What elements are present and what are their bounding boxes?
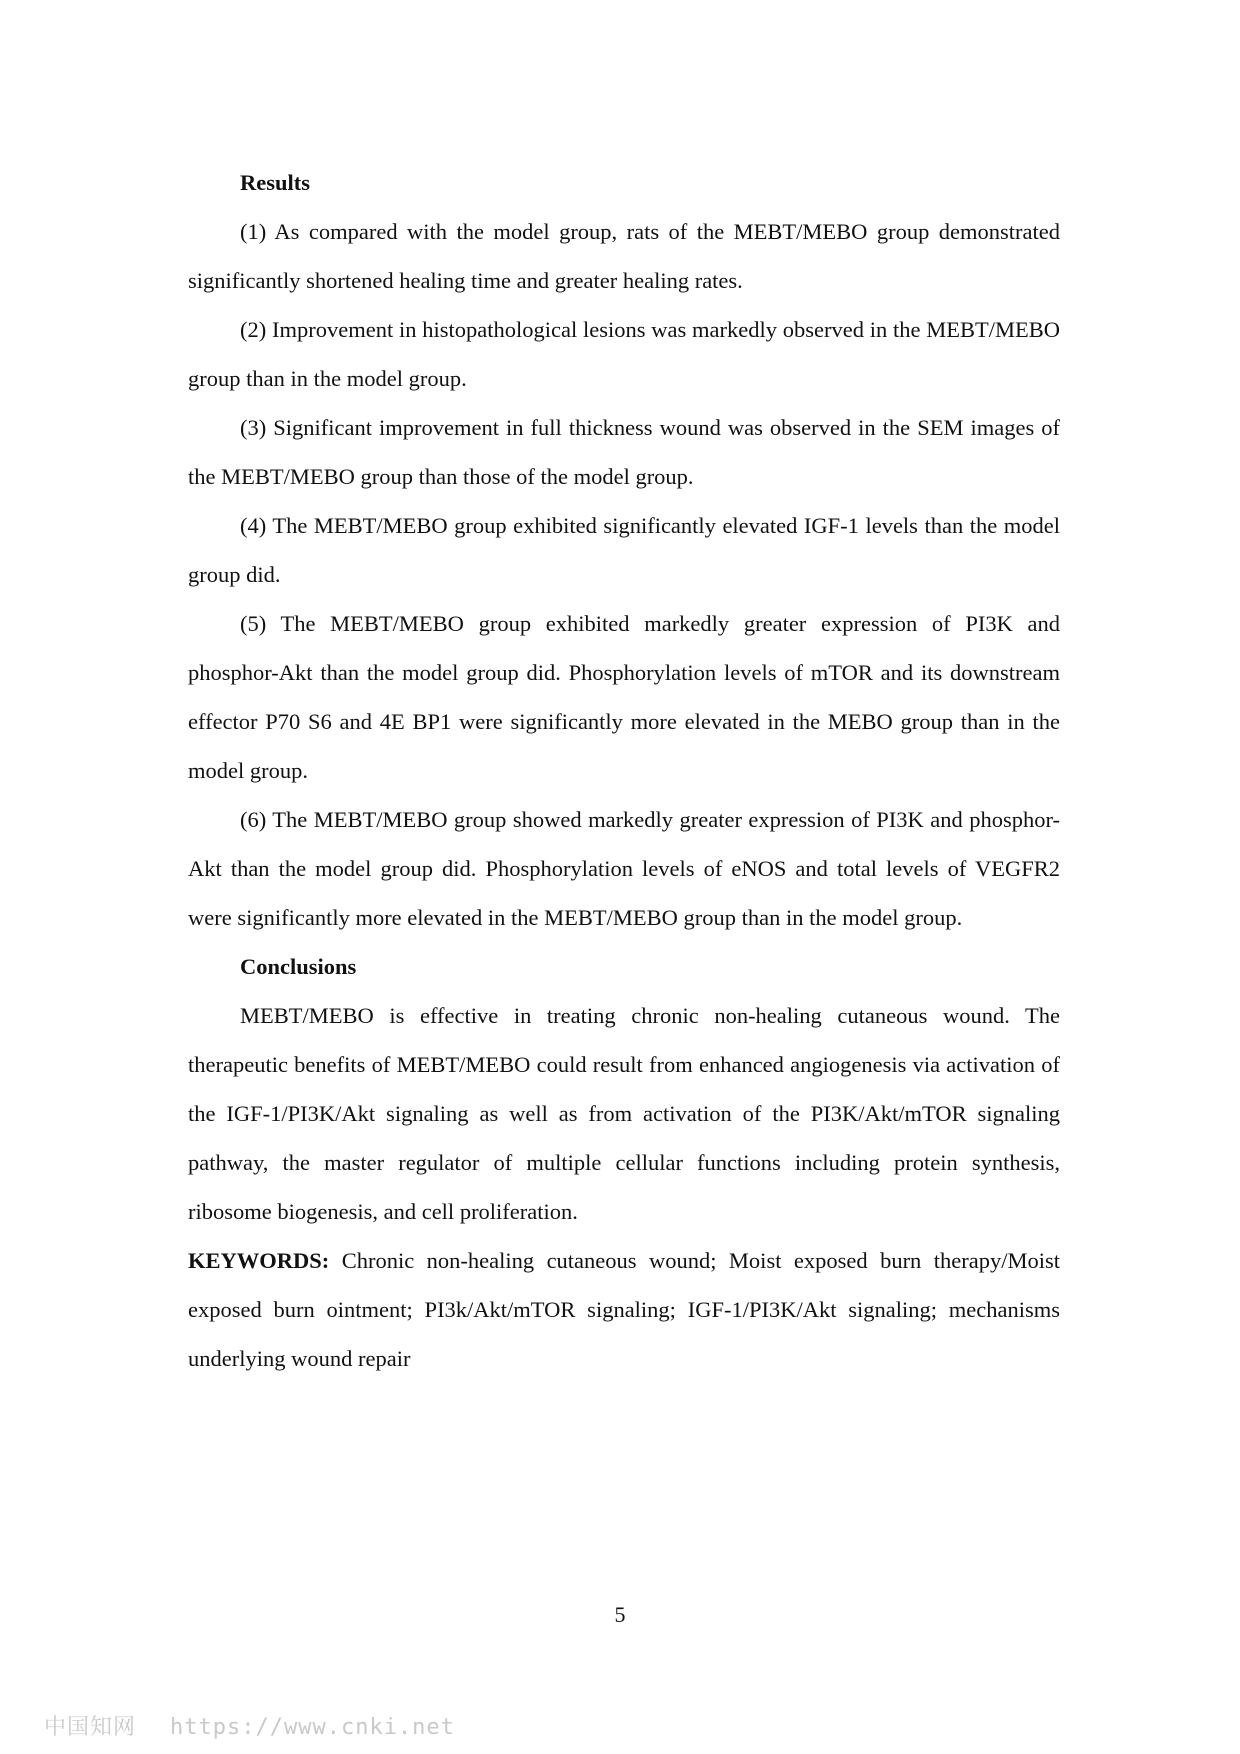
result-item-1: (1) As compared with the model group, rats of the MEBT/MEBO group demonstrated significantly shortened healing time and greater healing rates. (188, 219, 1060, 293)
watermark-brand: 中国知网 (44, 1715, 137, 1740)
result-item-5: (5) The MEBT/MEBO group exhibited markedly greater expression of PI3K and phosphor-Akt than the model group did. Phosphorylation levels of mTOR and its downstream effector P70 S6 and 4E BP1 were significantly more elevated in the MEBO group than in the model group. (188, 611, 1060, 783)
keywords-paragraph (188, 1236, 1060, 1383)
result-item-2: (2) Improvement in histopathological lesions was markedly observed in the MEBT/MEBO group than in the model group. (188, 317, 1060, 391)
keywords-label: KEYWORDS: (188, 1248, 330, 1273)
page-content (188, 158, 1060, 1383)
keywords-text: Chronic non-healing cutaneous wound; Moist exposed burn therapy/Moist exposed burn ointment; PI3k/Akt/mTOR signaling; IGF-1/PI3K/Akt signaling; mechanisms underlying wound repair (188, 1248, 1060, 1371)
result-item-4: (4) The MEBT/MEBO group exhibited significantly elevated IGF-1 levels than the model group did. (188, 513, 1060, 587)
result-item-6: (6) The MEBT/MEBO group showed markedly greater expression of PI3K and phosphor-Akt than the model group did. Phosphorylation levels of eNOS and total levels of VEGFR2 were significantly more elevated in the MEBT/MEBO group than in the model group. (188, 807, 1060, 930)
result-item-3: (3) Significant improvement in full thickness wound was observed in the SEM images of the MEBT/MEBO group than those of the model group. (188, 415, 1060, 489)
conclusions-heading: Conclusions (240, 954, 357, 979)
watermark (44, 1710, 455, 1741)
conclusions-text: MEBT/MEBO is effective in treating chronic non-healing cutaneous wound. The therapeutic benefits of MEBT/MEBO could result from enhanced angiogenesis via activation of the IGF-1/PI3K/Akt signaling as well as from activation of the PI3K/Akt/mTOR signaling pathway, the master regulator of multiple cellular functions including protein synthesis, ribosome biogenesis, and cell proliferation. (188, 1003, 1060, 1224)
watermark-url: https://www.cnki.net (170, 1715, 455, 1740)
results-heading: Results (240, 170, 311, 195)
page-number: 5 (614, 1602, 626, 1627)
